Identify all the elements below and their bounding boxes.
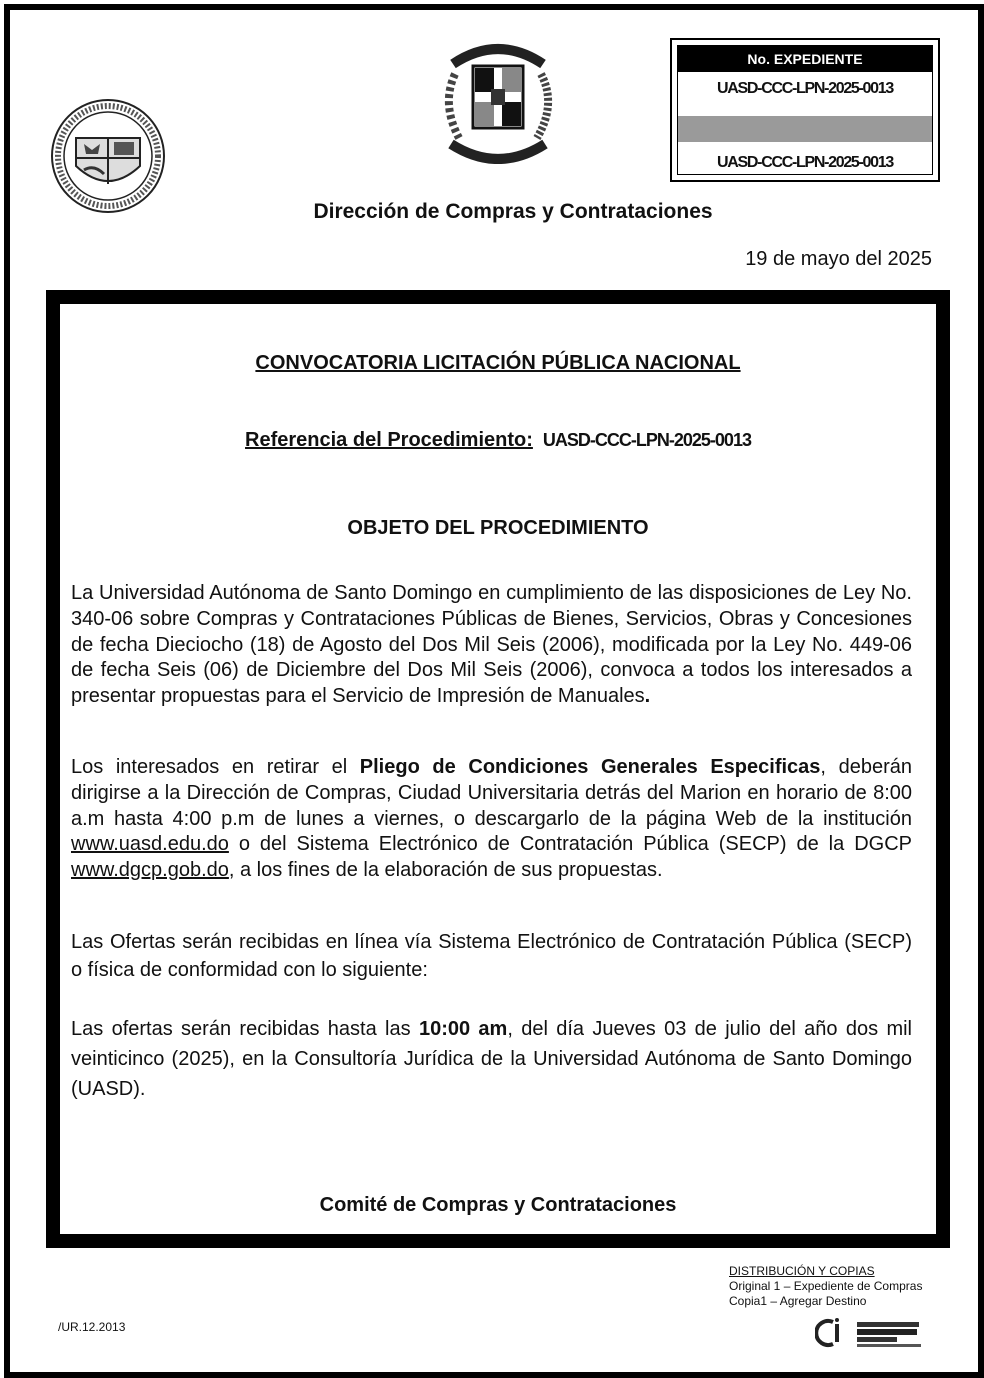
reference-label: Referencia del Procedimiento: [245,429,533,451]
deadline-text-b: , del día Jueves 03 de julio del año dos mil veinticinco (2025), en la Consultoría Jurídica de la Universidad Autónoma de Santo Domingo (UASD). [71,1018,912,1100]
distribution-heading: DISTRIBUCIÓN Y COPIAS [729,1264,875,1278]
dgcp-link[interactable]: www.dgcp.gob.do [71,859,229,882]
notice-frame [46,290,950,1248]
pliego-text-a: Los interesados en retirar el [71,756,360,778]
notice-title: CONVOCATORIA LICITACIÓN PÚBLICA NACIONAL [255,352,741,374]
paragraph-intro [71,581,912,710]
deadline-text-a: Las ofertas serán recibidas hasta las [71,1018,419,1040]
distribution-block [729,1264,922,1309]
distribution-line-2: Copia1 – Agregar Destino [729,1294,867,1308]
department-heading: Dirección de Compras y Contrataciones [313,200,713,223]
pliego-text-c: o del Sistema Electrónico de Contratación Pública (SECP) de la DGCP [228,833,912,856]
signature: Comité de Compras y Contrataciones [319,1194,677,1216]
university-seal-icon [48,96,168,216]
paragraph-pliego [71,755,912,884]
object-heading: OBJETO DEL PROCEDIMIENTO [347,517,649,539]
paragraph-intro-end: . [644,685,651,708]
form-code: /UR.12.2013 [58,1320,126,1334]
deadline-time: 10:00 am [418,1018,508,1040]
uasd-link[interactable]: www.uasd.edu.do [71,833,229,856]
pliego-bold: Pliego de Condiciones Generales Especificas [359,756,821,778]
expediente-value-copy: UASD-CCC-LPN-2025-0013 [717,154,893,171]
paragraph-deadline [71,1014,912,1104]
paragraph-intro-text: La Universidad Autónoma de Santo Domingo en cumplimiento de las disposiciones de Ley No. 340-06 sobre Compras y Contrataciones Públicas de Bienes, Servicios, Obras y Concesiones de fecha Dieciocho (18) de Agosto del Dos Mil Seis (2006), modificada por la Ley No. 449-06 de fecha Seis (06) de Diciembre del Dos Mil Seis (2006), convoca a todos los interesados a presentar propuestas para el Servicio de Impresión de Manuales [71,582,912,708]
paragraph-ofertas: Las Ofertas serán recibidas en línea vía Sistema Electrónico de Contratación Pública (SECP) o física de conformidad con lo siguiente: [71,931,912,981]
document-date: 19 de mayo del 2025 [745,248,932,270]
pliego-text-d: , a los fines de la elaboración de sus propuestas. [228,859,663,882]
notice-body [60,304,936,1234]
coat-of-arms-icon [433,34,563,164]
reference-value: UASD-CCC-LPN-2025-0013 [542,430,751,450]
distribution-line-1: Original 1 – Expediente de Compras [729,1279,923,1293]
dgcp-logo-icon [815,1316,925,1350]
expediente-value: UASD-CCC-LPN-2025-0013 [717,80,893,97]
expediente-box [670,38,940,182]
expediente-label: No. EXPEDIENTE [678,46,932,72]
expediente-gray-band [678,116,932,142]
pliego-text-b: , deberán dirigirse a la Dirección de Compras, Ciudad Universitaria detrás del Marion en horario de 8:00 a.m hasta 4:00 p.m de lunes a viernes, o descargarlo de la página Web de la institución [71,756,912,830]
reference-line [60,429,936,452]
